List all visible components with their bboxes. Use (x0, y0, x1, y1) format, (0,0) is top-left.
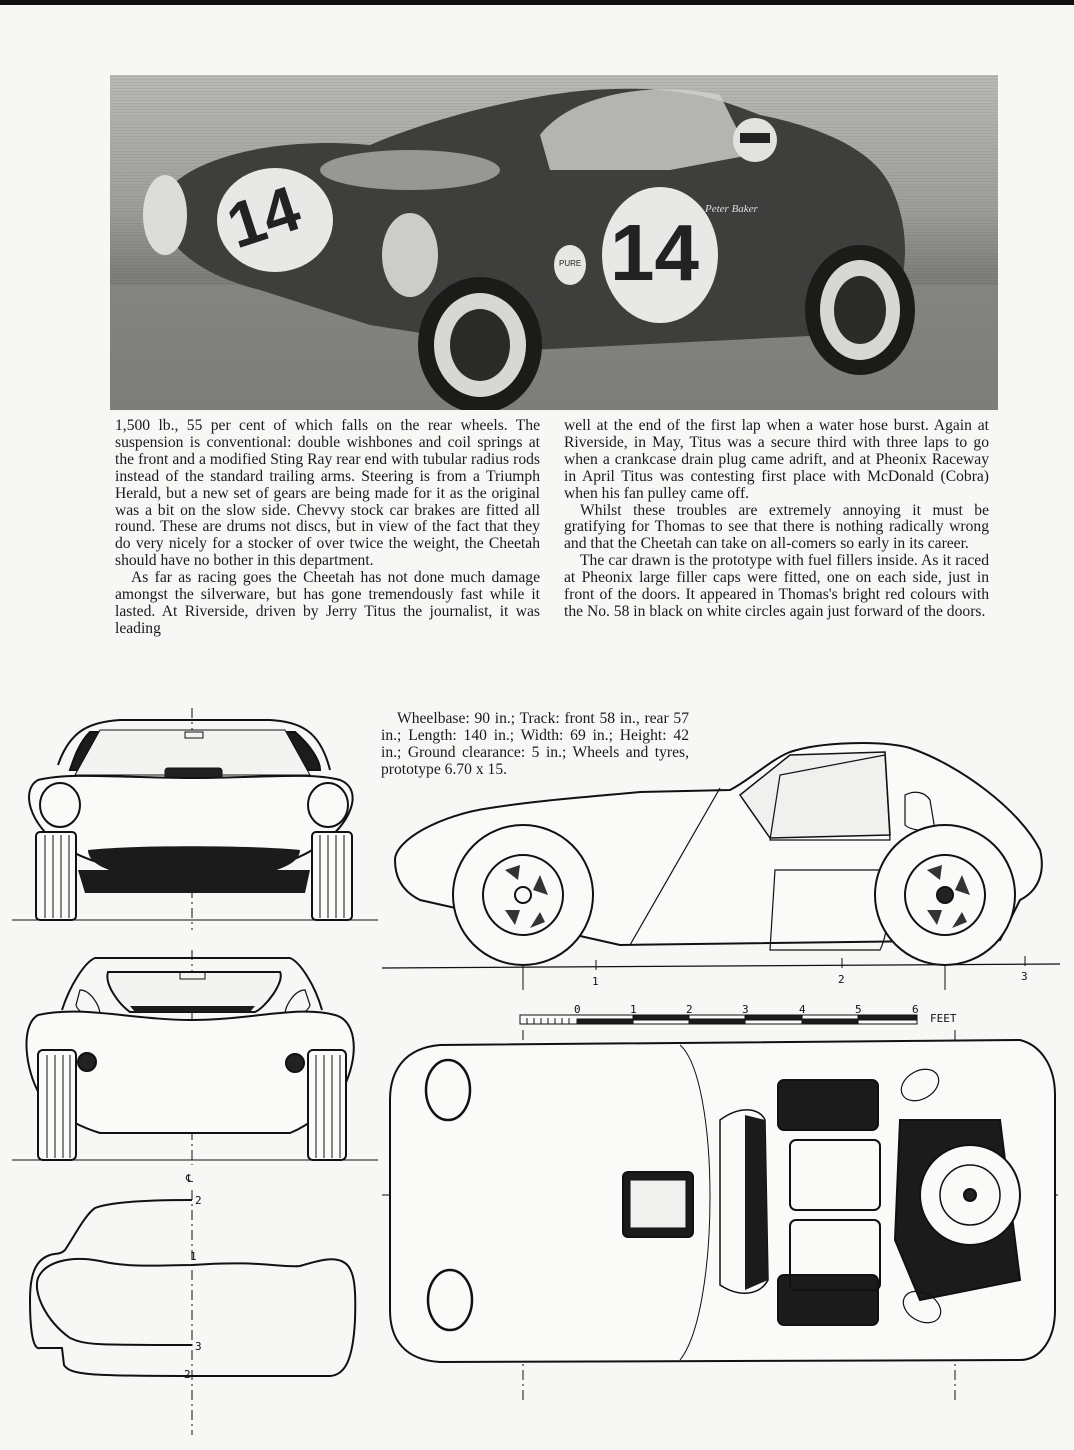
scale-tick: 6 (912, 1003, 919, 1016)
door-script: Peter Baker (705, 203, 758, 215)
technical-drawings (0, 700, 1074, 1450)
scale-bar (520, 1015, 917, 1024)
scale-tick: 3 (742, 1003, 749, 1016)
article-left-column (115, 418, 540, 638)
race-number-side: 14 (610, 208, 699, 297)
paragraph: well at the end of the first lap when a water hose burst. Again at Riverside, in May, Titus was a secure third with three laps to go when a crankcase drain plug came adrift, and at Pheonix Raceway in April Titus was contesting first place with McDonald (Cobra) when his fan pulley came off. (564, 417, 989, 502)
scale-unit: FEET (930, 1012, 957, 1025)
race-car-photo (110, 75, 998, 410)
section-label: 1 (190, 1250, 197, 1263)
paragraph: As far as racing goes the Cheetah has not done much damage amongst the silverware, but has gone tremendously fast while it lasted. At Riverside, driven by Jerry Titus the journalist, it was leading (115, 569, 540, 637)
section-label: 2 (184, 1368, 191, 1381)
station-label: 3 (1021, 970, 1028, 983)
scale-tick: 4 (799, 1003, 806, 1016)
side-view-drawing (382, 743, 1060, 990)
page-top-rule (0, 0, 1074, 5)
scale-tick: 1 (630, 1003, 637, 1016)
rear-view-drawing (12, 950, 378, 1165)
section-label: 2 (195, 1194, 202, 1207)
section-label: 3 (195, 1340, 202, 1353)
paragraph: Whilst these troubles are extremely annoying it must be gratifying for Thomas to see that there is nothing radically wrong and that the Cheetah can take on all-comers so early in its career. (564, 501, 989, 553)
race-number-front: 14 (218, 171, 309, 263)
specifications-box: Wheelbase: 90 in.; Track: front 58 in., rear 57 in.; Length: 140 in.; Width: 69 in.; Height: 42 in.; Ground clearance: 5 in.; Wheels and tyres, prototype 6.70 x 15. (381, 710, 689, 778)
paragraph: The car drawn is the prototype with fuel fillers inside. As it raced at Pheonix large filler caps were fitted, one on each side, just in front of the doors. It appeared in Thomas's bright red colours with the No. 58 in black on white circles again just forward of the doors. (564, 552, 989, 620)
cross-section-drawing (30, 1190, 355, 1435)
scale-tick: 0 (574, 1003, 581, 1016)
scale-tick: 5 (855, 1003, 862, 1016)
plan-view-drawing (382, 1030, 1060, 1400)
sponsor-badge: PURE (559, 259, 582, 268)
station-label: 2 (838, 973, 845, 986)
centerline-symbol: ℄ (186, 1172, 194, 1185)
article-right-column (564, 418, 989, 621)
station-label: 1 (592, 975, 599, 988)
front-view-drawing (12, 708, 378, 930)
scale-tick: 2 (686, 1003, 693, 1016)
paragraph: 1,500 lb., 55 per cent of which falls on the rear wheels. The suspension is conventional: double wishbones and coil springs at the front and a modified Sting Ray rear end with tubular radius rods instead of the standard trailing arms. Steering is from a Triumph Herald, but a new set of gears are being made for it as the original was a bit on the slow side. Chevvy stock car brakes are fitted all round. These are drums not discs, but in view of the fact that they do very nicely for a stocker of over twice the weight, the Cheetah should have no bother in this department. (115, 417, 540, 570)
